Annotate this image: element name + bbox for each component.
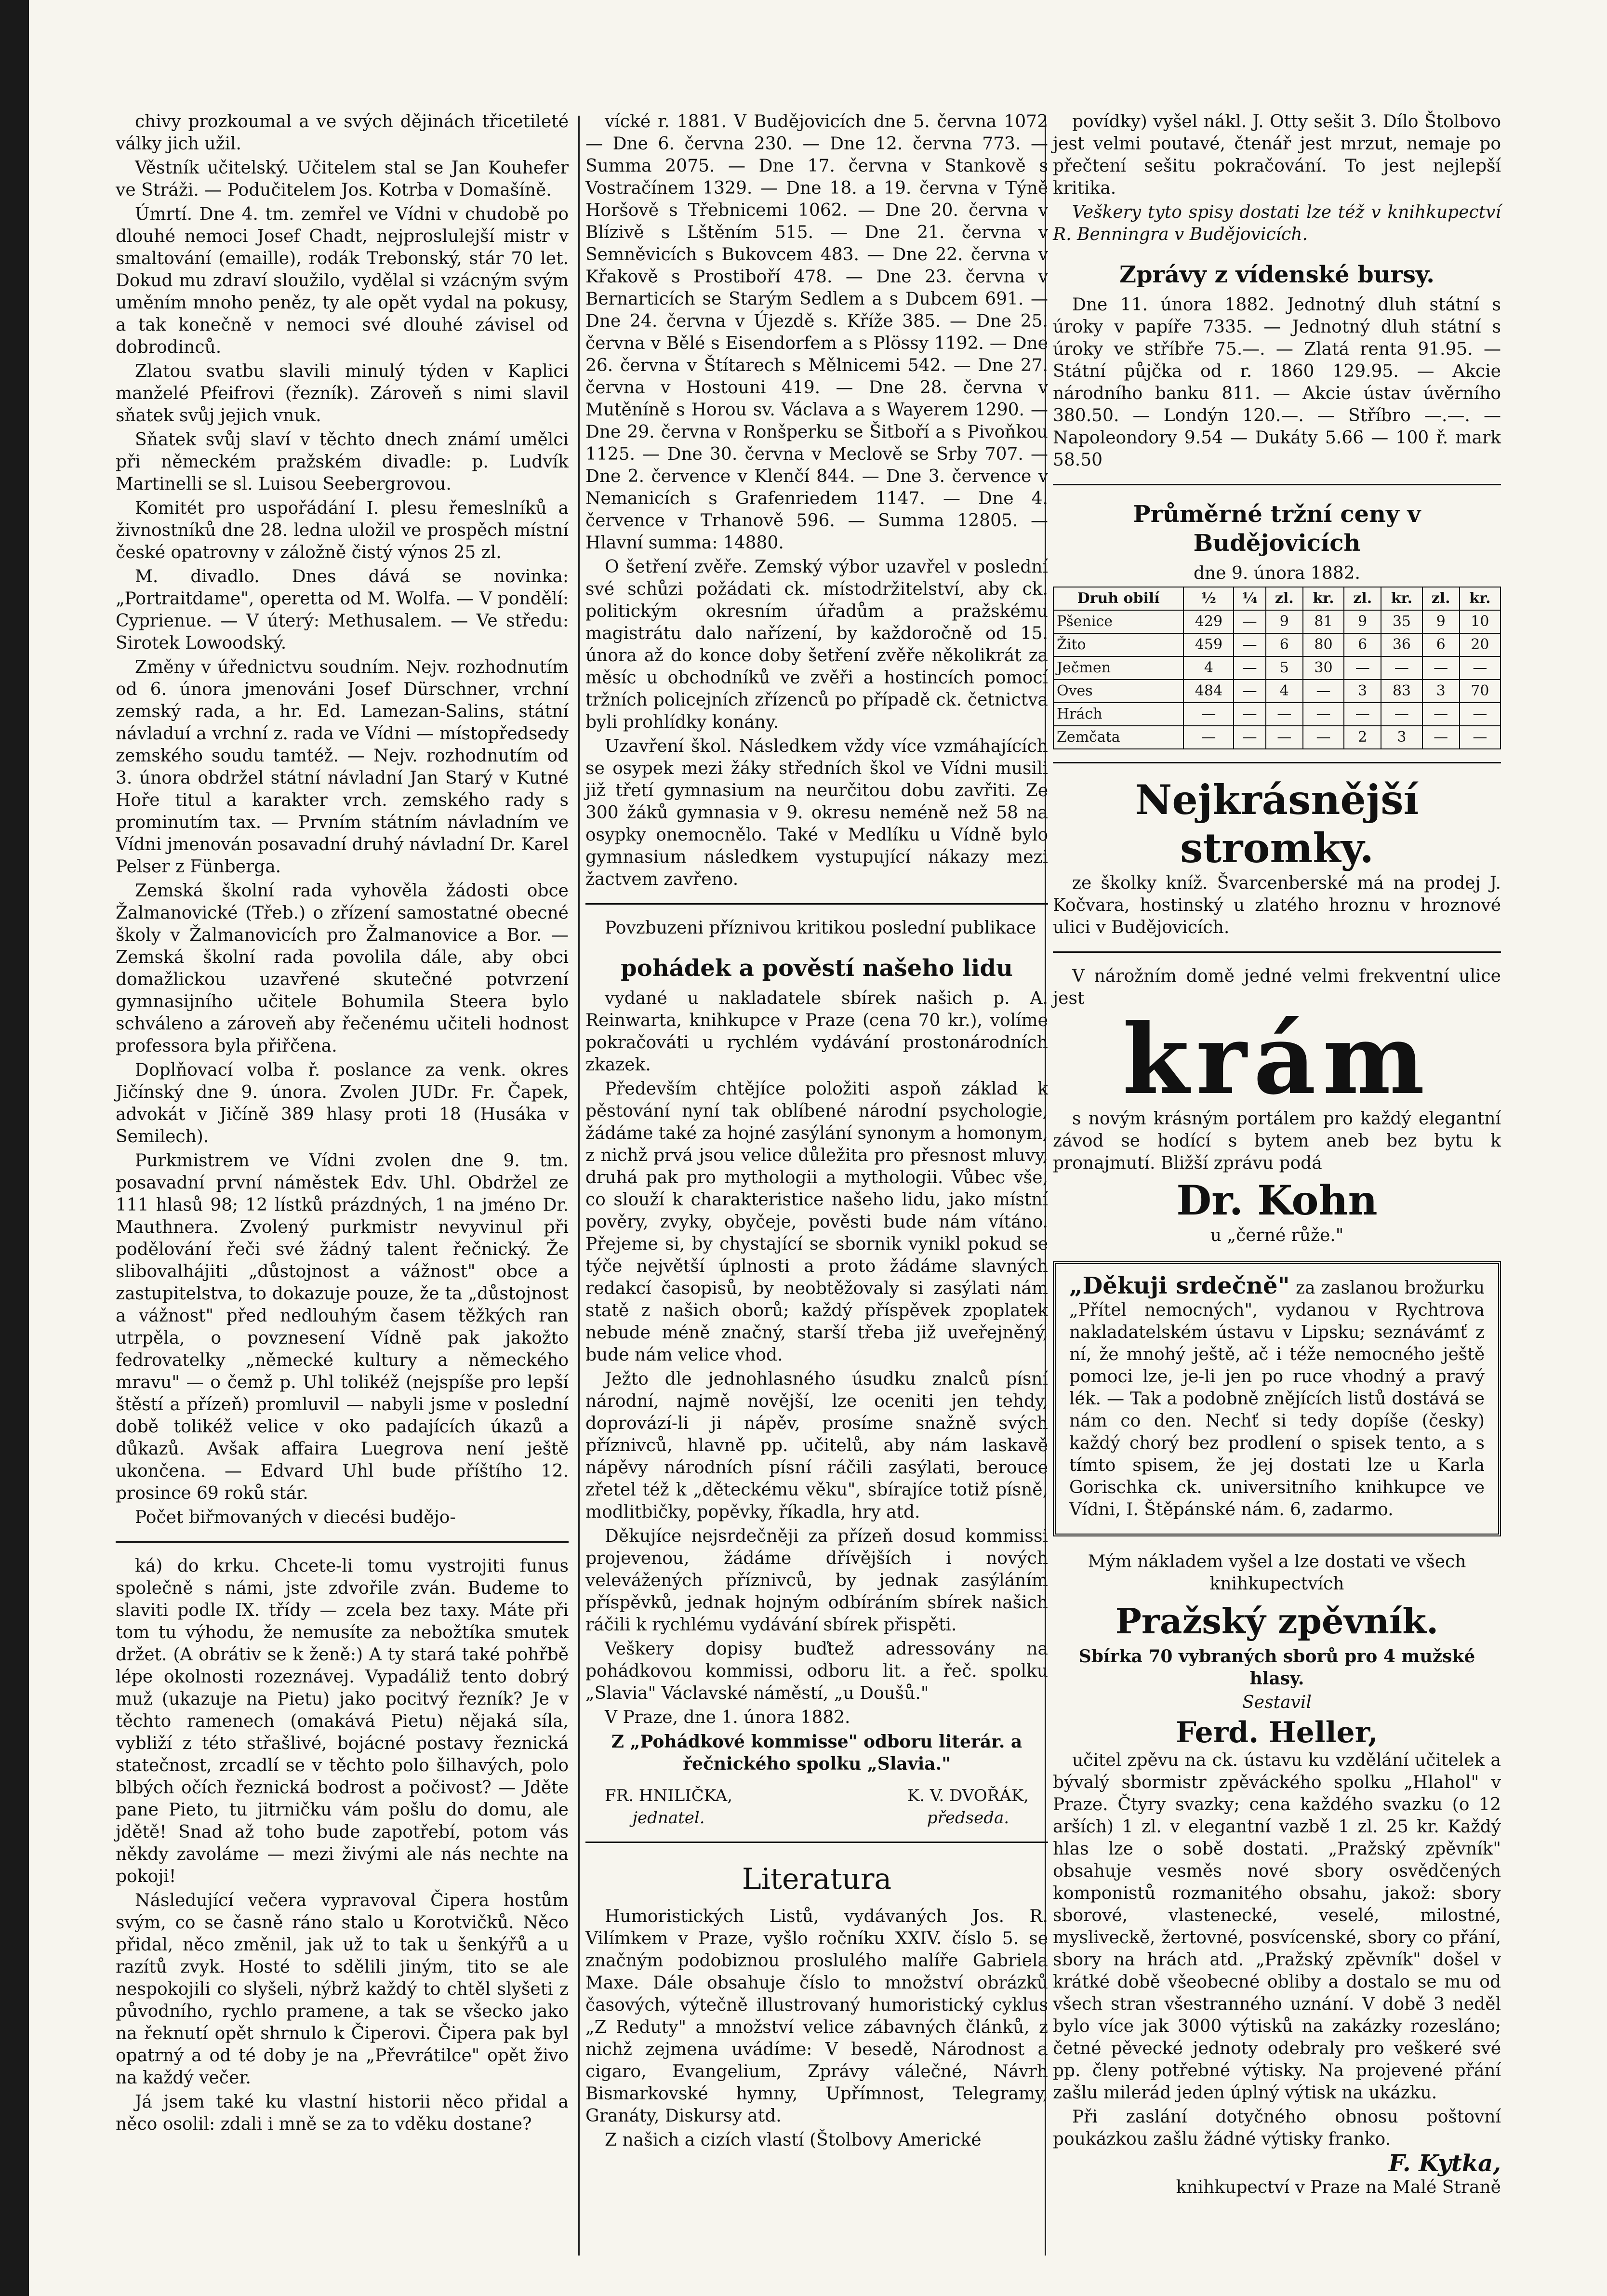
signature-left [605,1785,732,1829]
prices-cell: 9 [1422,610,1460,633]
column-middle [585,111,1048,2153]
prices-cell: 6 [1266,633,1303,656]
article-paragraph: Sňatek svůj slaví v těchto dnech známí umělci při německém pražském divadle: p. Ludvík Martinelli se sl. Luisou Seebergrovou. [116,430,569,494]
prices-header-cell: kr. [1381,587,1422,610]
article-paragraph: Veškery tyto spisy dostati lze též v knihkupectví R. Benningra v Budějovicích. [1053,202,1501,244]
ad-paragraph: Především chtějíce položiti aspoň základ k pěstování nyní tak oblíbené národní psychologie, žádáme také za hojné zasýlání synonym a homonym, z nichž prvá jsou velice důležita pro přesnost mluvy, druhá pak pro mythologii a mythologii. Vůbec vše, co slouží k charakteristice našeho lidu, jako místní pověry, zvyky, obyčeje, pověsti bude nám vítáno. Přejeme si, by chystající se sbornik vynikl pokud se týče největší úplnosti a proto žádáme slavných redakcí časopisů, by neobtěžovaly si zasýlati nám statě z našich oborů; každý příspěvek zpoplatek nebude méně značný, starší třeba již uveřejněný, bude nám velice vhod. [585,1079,1048,1365]
article-paragraph: povídky) vyšel nákl. J. Otty sešit 3. Dílo Štolbovo jest velmi poutavé, čtenář jest mrzut, nemaje po přečtení sešitu pokračování. To jest nejlepší kritika. [1053,112,1501,198]
sig1-role: jednatel. [632,1808,705,1828]
prices-cell: — [1460,656,1501,680]
prices-cell: 9 [1344,610,1381,633]
zpevnik-title: Pražský zpěvník. [1115,1601,1439,1642]
prices-cell: — [1303,680,1344,703]
article-paragraph: Komitét pro uspořádání I. plesu řemeslníků a živnostníků dne 28. ledna uložil ve prospěch místní české opatrovny v záložně čistý výnos 25 zl. [116,498,569,562]
prices-cell: Oves [1053,680,1183,703]
prices-cell: 9 [1266,610,1303,633]
prices-row [1053,633,1501,656]
sig1-name: FR. HNILIČKA, [605,1786,733,1805]
prices-header-cell: zl. [1344,587,1381,610]
zpevnik-text: Při zaslání dotyčného obnosu poštovní poukázkou zašlu žádné výtisky franko. [1053,2107,1501,2149]
zpevnik-intro: Mým nákladem vyšel a lze dostati ve všech knihkupectvích [1088,1552,1466,1594]
prices-cell: — [1344,703,1381,726]
prices-header-cell: kr. [1460,587,1501,610]
page-edge [0,0,29,2296]
prices-cell: — [1422,703,1460,726]
prices-row [1053,610,1501,633]
prices-cell: 4 [1266,680,1303,703]
ad-paragraph: Děkujíce nejsrdečněji za přízeň dosud kommissi projevenou, žádáme dřívějších i nových velevážených příznivců, by jednak zasýláním příspěvků, jednak hojným odbíráním sbírek našich ráčili k rychlému vydávání sbírek přispěti. [585,1526,1048,1635]
column-right [1053,111,1501,2201]
prices-cell: 80 [1303,633,1344,656]
kytka-name: F. Kytka, [1388,2150,1501,2177]
kohn-name: Dr. Kohn [1176,1176,1378,1224]
prices-table [1053,587,1501,749]
ad-intro: Povzbuzeni příznivou kritikou poslední publikace [605,918,1036,938]
prices-cell: — [1234,633,1265,656]
ad-title: pohádek a pověstí našeho lidu [621,955,1013,982]
article-paragraph: Uzavření škol. Následkem vždy více vzmáhajících se osypek mezi žáky středních škol ve Vídni musili již třetí gymnasium na neurčitou dobu zavřiti. Ze 300 žáků gymnasia v 9. okresu neméně než 58 na osypky onemocnělo. Také v Medlíku u Vídně bylo gymnasium následkem vystupující nákazy mezi žactvem zavřeno. [585,736,1048,889]
column-left [116,111,569,2137]
sig2-role: předseda. [927,1808,1009,1828]
article-paragraph: Zlatou svatbu slavili minulý týden v Kaplici manželé Pfeifrovi (řezník). Zároveň s nimi slavil sňatek svůj jejich vnuk. [116,361,569,426]
prices-body [1053,610,1501,749]
literatura-heading: Literatura [742,1862,892,1896]
prices-cell: 5 [1266,656,1303,680]
prices-cell: — [1234,610,1265,633]
prices-cell: — [1266,726,1303,749]
section-divider [116,1541,569,1543]
prices-cell: 81 [1303,610,1344,633]
prices-cell: 10 [1460,610,1501,633]
feuilleton-paragraph: Následující večera vypravoval Čipera hostům svým, co se časně ráno stalo u Korotvičků. Něco přidal, něco změnil, jak už to tak u šenkýřů a u razítů zvyk. Hosté to sdělili jiným, tito se ale nespokojili co slyšeli, nýbrž každý to chtěl slyšeti z původního, rychlo pramene, a tak se všecko jako na řeknutí opět shrnulo k Čiperovi. Čipera pak byl opatrný a od té doby je na „Převrátilce" opět živo na každý večer. [116,1891,569,2088]
article-paragraph: Změny v úřednictvu soudním. Nejv. rozhodnutím od 6. února jmenováni Josef Dürschner, vrchní zemský rada, a hr. Ed. Lamezan-Salins, státní návladuí a vrchní z. rada ve Vídni — místopředsedy zemského soudu tamtéž. — Nejv. rozhodnutím od 3. února obdržel státní návladní Jan Starý v Kutné Hoře titul a karakter vrch. zemského rady s prominutím tax. — Prvním státním návladním ve Vídni jmenován posavadní druhý návladní Dr. Karel Pelser z Fünberga. [116,657,569,877]
feuilleton-paragraph: Já jsem také ku vlastní historii něco přidal a něco osolil: zdali i mně se za to vděku dostane? [116,2092,569,2134]
prices-cell: 6 [1344,633,1381,656]
prices-cell: 3 [1422,680,1460,703]
section-divider [1053,762,1501,763]
prices-cell: — [1303,726,1344,749]
zpevnik-sub: Sbírka 70 vybraných sborů pro 4 mužské hlasy. [1078,1646,1475,1689]
prices-cell: 484 [1183,680,1234,703]
ad-paragraph: Ježto dle jednohlasného úsudku znalců písní národní, najmě novější, lze oceniti jen tehdy, doprovází-li ji nápěv, prosíme snažně svých příznivců, hlavně pp. učitelů, aby nám laskavě nápěvy národních písní ráčili zasýlati, berouce zřetel též k „děteckému věku", sbírajíce totiž písně, modlitbičky, popěvky, říkadla, hry atd. [585,1369,1048,1522]
bursa-title: Zprávy z vídenské bursy. [1119,261,1434,288]
article-paragraph: Doplňovací volba ř. poslance za venk. okres Jičínský dne 9. února. Zvolen JUDr. Fr. Čapek, advokát v Jičíně 389 hlasy proti 18 (Husáka v Semilech). [116,1060,569,1147]
prices-cell: 36 [1381,633,1422,656]
article-paragraph: Počet biřmovaných v diecési budějo- [135,1508,456,1527]
prices-row [1053,656,1501,680]
prices-cell: — [1422,656,1460,680]
signatures [605,1785,1029,1829]
prices-cell: 35 [1381,610,1422,633]
kohn-sub: u „černé růže." [1210,1226,1344,1245]
dekuji-text: za zaslanou brožurku „Přítel nemocných", vydanou v Rychtrova nakladatelském ústavu v Lipsku; seznávámť z ní, že mnohý ještě, ač i téže nemocného ještě pomoci lze, je-li jen po ruce vhodný a pravý lék. — Tak a podobně znějících listů dostává se nám co den. Nechť si tedy dopíše (česky) každý chorý bez prodlení o spisek tento, a s tímto spisem, že jej dostati lze u Karla Gorischka ck. universitního knihkupce ve Vídni, I. Štěpánské nám. 6, zadarmo. [1069,1278,1485,1520]
dekuji-title: „Děkuji srdečně" [1069,1272,1290,1299]
article-paragraph: Věstník učitelský. Učitelem stal se Jan Kouhefer ve Stráži. — Podučitelem Jos. Kotrba v Domašíně. [116,158,569,200]
stromky-text: ze školky kníž. Švarcenberské má na prodej J. Kočvara, hostinský u zlatého hroznu v hroznové ulici v Budějovicích. [1053,873,1501,937]
zpevnik-compiled-by: Sestavil [1242,1693,1312,1712]
prices-cell: — [1460,726,1501,749]
article-paragraph: vícké r. 1881. V Budějovicích dne 5. června 1072 — Dne 6. června 230. — Dne 12. června 773. — Summa 2075. — Dne 17. června v Stankově s Vostračínem 1329. — Dne 18. a 19. června v Týně Horšově s Třebnicemi 1062. — Dne 20. června v Blízivě s Lštěním 515. — Dne 21. června v Semněvicích s Bukovcem 483. — Dne 22. června v Křakově s Prostiboří 478. — Dne 23. června v Bernarticích se Starým Sedlem a s Dubcem 691. — Dne 24. června v Újezdě s. Kříže 385. — Dne 25. června v Bělé s Eisendorfem a s Plössy 1192. — Dne 26. června v Štítarech s Mělnicemi 542. — Dne 27. června v Hostouni 419. — Dne 28. června v Mutěníně s Horou sv. Václava a s Wayerem 1290. — Dne 29. června v Ronšperku se Šitboří a s Pivoňkou 1125. — Dne 30. června v Meclově se Srby 707. — Dne 2. července v Klenčí 844. — Dne 3. července v Nemanicích s Grafenriedem 1147. — Dne 4. července v Trhanově 596. — Summa 12805. — Hlavní summa: 14880. [585,112,1048,553]
ad-from: Z „Pohádkové kommisse" odboru literár. a řečnického spolku „Slavia." [611,1732,1023,1774]
prices-cell: 4 [1183,656,1234,680]
article-paragraph: Zemská školní rada vyhověla žádosti obce Žalmanovické (Třeb.) o zřízení samostatné obecné školy v Žalmanovicích pro Žalmanovice a Bor. — Zemská školní rada povolila dále, aby obci domažlickou uzavřené skutečné potvrzení gymnasijního učitele Bohumila Steera bylo schváleno a zároveň aby řečenému učiteli hodnost professora byla přiřčena. [116,881,569,1056]
ad-paragraph: Veškery dopisy buďtež adressovány na pohádkovou kommissi, odboru lit. a řeč. spolku „Slavia" Václavské náměstí, „u Doušů." [585,1639,1048,1703]
prices-cell: Ječmen [1053,656,1183,680]
prices-cell: 70 [1460,680,1501,703]
heller-name: Ferd. Heller, [1176,1716,1378,1749]
prices-cell: — [1460,703,1501,726]
section-divider [585,1842,1048,1843]
bursa-text: Dne 11. února 1882. Jednotný dluh státní s úroky v papíře 7335. — Jednotný dluh státní s úroky ve stříbře 75.—. — Zlatá renta 91.95. — Státní půjčka od r. 1860 129.95. — Akcie národního banku 811. — Akcie ústav úvěrního 380.50. — Londýn 120.—. — Stříbro —.—. — Napoleondory 9.54 — Dukáty 5.66 — 100 ř. mark 58.50 [1053,295,1501,470]
kram-intro: V nárožním domě jedné velmi frekventní ulice jest [1053,966,1501,1008]
prices-row [1053,726,1501,749]
prices-cell: 3 [1381,726,1422,749]
prices-header-cell: ½ [1183,587,1234,610]
article-paragraph: Purkmistrem ve Vídni zvolen dne 9. tm. posavadní první náměstek Edv. Uhl. Obdržel ze 111 hlasů 98; 12 lístků prázdných, 1 na jméno Dr. Mauthnera. Zvolený purkmistr nevyvinul při podělování řeči své žádný talent řečnický. Že slibovalhájiti „důstojnost a vážnost" obce a zastupitelstva, to dokazuje pouze, že ta „důstojnost a vážnost" před nedlouhým časem těžkých ran utrpěla, o povznesení Vídně pak jakožto fedrovatelky „německé kultury a německého mravu" — o čemž p. Uhl tolikéž (nejspíše pro lepší štěstí a přízeň) promluvil — nabyli jsme v poslední době tolikéž velice v oko padajících úkazů a důkazů. Avšak affaira Luegrova není ještě ukončena. — Edvard Uhl bude příštího 12. prosince 69 roků stár. [116,1151,569,1503]
prices-header-cell: zl. [1422,587,1460,610]
article-paragraph: O šetření zvěře. Zemský výbor uzavřel v poslední své schůzi požádati ck. místodržitelství, aby ck. politickým okresním úřadům a pražskému magistrátu dalo nařízení, by každoročně od 15. února až do konce doby šetření zvěře několikrát za měsíc u obchodníků ve zvěři a hostincích pomocí tržních policejních zřízenců po případě ck. četnictva byli prohlídky konány. [585,557,1048,732]
literatura-paragraph: Z našich a cizích vlastí (Štolbovy Americké [605,2130,982,2150]
prices-cell: Hrách [1053,703,1183,726]
prices-cell: — [1422,726,1460,749]
prices-cell: Žito [1053,633,1183,656]
zpevnik-text: učitel zpěvu na ck. ústavu ku vzdělání učitelek a bývalý sbormistr zpěváckého spolku „Hlahol" v Praze. Čtyry svazky; cena každého svazku (o 12 arších) 1 zl. v elegantní vazbě 1 zl. 25 kr. Každý hlas lze o sobě dostati. „Pražský zpěvník" obsahuje vesměs nové sbory osvědčených komponistů rozmanitého obsahu, jakož: sbory sborové, vlastenecké, veselé, milostné, mysliveckě, žertovné, posvícenské, sbory co přání, sbory na hrách atd. „Pražský zpěvník" došel v krátké době všeobecné obliby a dostalo se mu od všech stran všestranného uznání. V době 3 neděl bylo více jak 3000 výtisků na zakázky rozesláno; četné pěvecké jednoty odebraly pro veškeré své pp. členy potřebné výtisky. Na projevené přání zašlu milerád jeden úplný výtisk na ukázku. [1053,1750,1501,2103]
prices-cell: Zemčata [1053,726,1183,749]
prices-header-cell: ¼ [1234,587,1265,610]
stromky-title: Nejkrásnější stromky. [1135,776,1419,872]
prices-row [1053,703,1501,726]
section-divider [1053,484,1501,485]
prices-row [1053,680,1501,703]
prices-cell: 83 [1381,680,1422,703]
article-paragraph: chivy prozkoumal a ve svých dějinách třicetileté války jich užil. [116,112,569,154]
prices-cell: — [1234,656,1265,680]
prices-cell: 3 [1344,680,1381,703]
kram-text: s novým krásným portálem pro každý elegantní závod se hodící s bytem aneb bez bytu k pronajmutí. Bližší zprávu podá [1053,1109,1501,1173]
article-paragraph: M. divadlo. Dnes dává se novinka: „Portraitdame", operetta od M. Wolfa. — V pondělí: Cyprienue. — V úterý: Methusalem. — Ve středu: Sirotek Lowoodský. [116,567,569,653]
prices-cell: — [1303,703,1344,726]
prices-cell: — [1234,703,1265,726]
prices-cell: 20 [1460,633,1501,656]
kytka-sub: knihkupectví v Praze na Malé Straně [1176,2177,1501,2197]
literatura-paragraph: Humoristických Listů, vydávaných Jos. R. Vilímkem v Praze, vyšlo ročníku XXIV. číslo 5. se značným podobiznou proslulého malíře Gabriela Maxe. Dále obsahuje číslo to množství obrázků časových, výtečně illustrovaný humoristický cyklus „Z Reduty" a množství velice zábavných článků, z nichž zejmena uvádíme: V besedě, Národnost a cigaro, Evangelium, Zprávy válečné, Návrh Bismarkovské hymny, Upřímnost, Telegramy, Granáty, Diskursy atd. [585,1907,1048,2126]
article-paragraph: Úmrtí. Dne 4. tm. zemřel ve Vídni v chudobě po dlouhé nemoci Josef Chadt, nejproslulejší mistr v smaltování (emaille), rodák Trebonský, stár 70 let. Dokud mu zdraví sloužilo, vydělal si vzácným svým uměním mnoho peněz, ty ale opět vydal na pokusy, a tak konečně v nemoci své dlouhé závisel od dobrodinců. [116,204,569,357]
signature-right [907,1785,1029,1829]
prices-cell: 30 [1303,656,1344,680]
ad-paragraph: vydané u nakladatele sbírek našich p. A. Reinwarta, knihkupce v Praze (cena 70 kr.), volíme pokračováti u rychlém vydávání prostonárodních zkazek. [585,988,1048,1075]
sig2-name: K. V. DVOŘÁK, [907,1786,1029,1805]
prices-cell: — [1344,656,1381,680]
kram-title: krám [1122,1003,1432,1116]
feuilleton-paragraph: ká) do krku. Chcete-li tomu vystrojiti funus společně s námi, jste zdvořile zván. Budeme to slaviti podle IX. třídy — zcela bez taxy. Máte při tom tu výhodu, že nemusíte za nebožtíka smutek držet. (A obrátiv se k ženě:) A ty stará také pohřbě lépe okolnosti rozeznávej. Vypadáliž tento dobrý muž (ukazuje na Pietu) jako pocitvý řezník? Je v těchto ramenech (omakává Pietu) nějaká síla, vybliží z této střašlivé, bojácné postavy řeznická statečnost, zrcadlí se v těchto polo šilhavých, polo blbých očích řeznická bodrost a počivost? — Jděte pane Pieto, tu jitrničku vám pošlu do domu, ale jdětě! Snad až toho bude zapotřebí, potom vás někdy zavoláme — mezi živými ale nás nechte na pokoji! [116,1556,569,1886]
prices-cell: — [1183,726,1234,749]
dekuji-ad-box [1053,1261,1501,1536]
prices-cell: 2 [1344,726,1381,749]
prices-title: Průměrné tržní ceny v Budějovicích [1133,501,1421,557]
prices-header-cell: Druh obilí [1053,587,1183,610]
prices-header-cell: zl. [1266,587,1303,610]
prices-cell: — [1381,656,1422,680]
prices-header-cell: kr. [1303,587,1344,610]
prices-cell: — [1381,703,1422,726]
prices-cell: 6 [1422,633,1460,656]
prices-cell: — [1183,703,1234,726]
prices-cell: 429 [1183,610,1234,633]
prices-cell: — [1234,680,1265,703]
prices-header-row [1053,587,1501,610]
prices-cell: 459 [1183,633,1234,656]
prices-cell: — [1234,726,1265,749]
prices-cell: Pšenice [1053,610,1183,633]
prices-cell: — [1266,703,1303,726]
prices-date: dne 9. února 1882. [1194,563,1360,583]
ad-date: V Praze, dne 1. února 1882. [605,1708,850,1727]
section-divider [1053,951,1501,953]
column-rule-left [578,116,580,2256]
section-divider [585,903,1048,905]
